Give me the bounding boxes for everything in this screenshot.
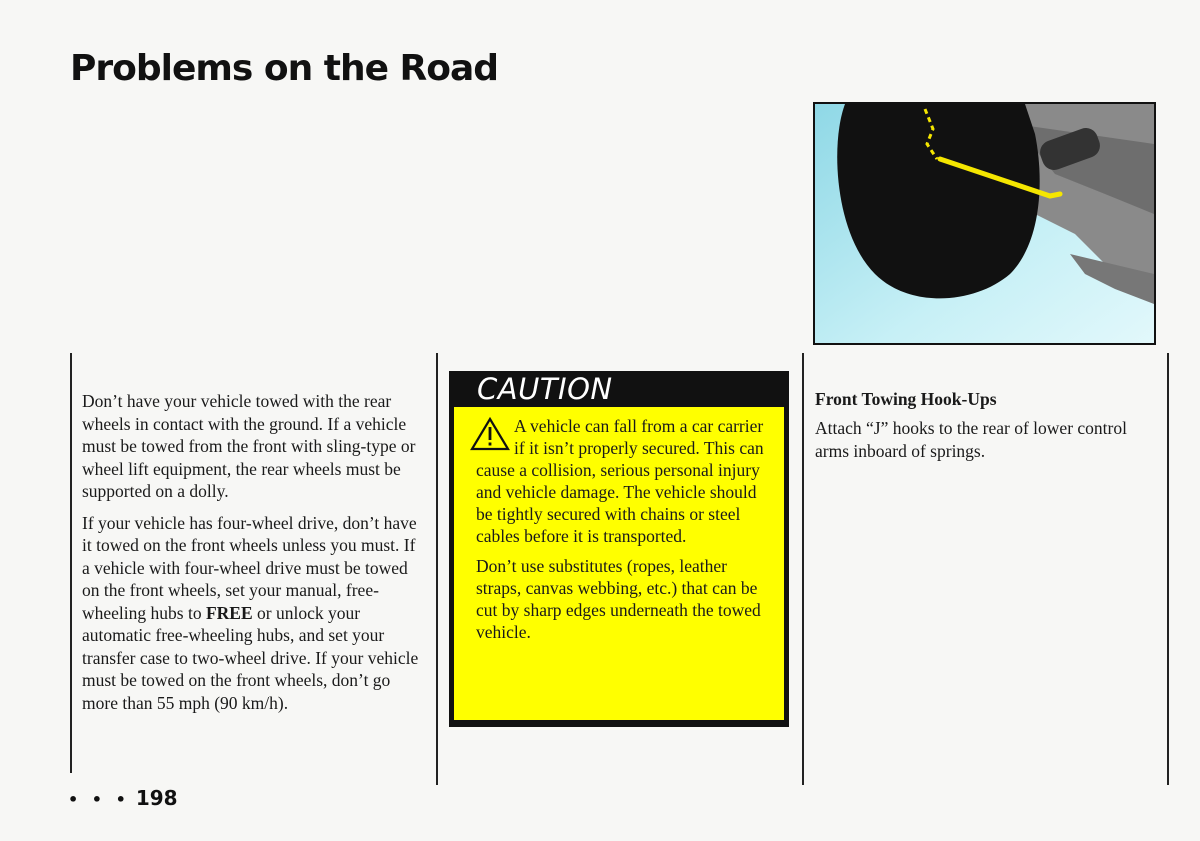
towing-hook-illustration (813, 102, 1156, 345)
caution-paragraph-1 (476, 415, 768, 547)
column-rule-middle-right (802, 353, 804, 785)
warning-triangle-icon (470, 417, 510, 451)
column-rule-right (1167, 353, 1169, 785)
caution-label: CAUTION (477, 372, 613, 406)
left-paragraph-1: Don’t have your vehicle towed with the rear wheels in contact with the ground. If a vehicle must be towed from the front with sling-type or wheel lift equipment, the rear wheels must be supported on a dolly. (82, 391, 416, 501)
column-rule-middle-left (436, 353, 438, 785)
page-number (68, 786, 178, 810)
left-paragraph-2-start: If your vehicle has four-wheel drive, don’t have it towed on the front wheels unless you must. If a vehicle with four-wheel drive must be towed on the front wheels, set your manual, free-wheeling hubs to (82, 512, 417, 623)
page-number-value: 198 (135, 786, 178, 810)
left-paragraph-2 (82, 512, 427, 715)
free-emphasis: FREE (205, 602, 253, 623)
left-paragraph-2-end: or unlock your automatic free-wheeling hubs, and set your transfer case to two-wheel drive. If your vehicle must be towed on the front wheels, don’t go more than 55 mph (90 km/h). (82, 602, 419, 713)
towing-hook-illustration-graphic (815, 104, 1154, 343)
page-title: Problems on the Road (70, 48, 499, 89)
section-heading: Front Towing Hook-Ups (815, 389, 997, 409)
section-body: Attach “J” hooks to the rear of lower control arms inboard of springs. (815, 418, 1127, 461)
column-rule-left (70, 353, 72, 773)
caution-box (449, 371, 789, 727)
page-number-dots: • • • (68, 790, 130, 809)
right-column-text (815, 388, 1160, 463)
caution-paragraph-2: Don’t use substitutes (ropes, leather straps, canvas webbing, etc.) that can be cut by sharp edges underneath the towed vehicle. (476, 556, 761, 642)
caution-paragraph-1-text: A vehicle can fall from a car carrier if it isn’t properly secured. This can cause a collision, serious personal injury and vehicle damage. The vehicle should be tightly secured with chains or steel cables before it is transported. (476, 416, 764, 546)
left-column-text (82, 390, 427, 723)
caution-body (454, 407, 784, 720)
